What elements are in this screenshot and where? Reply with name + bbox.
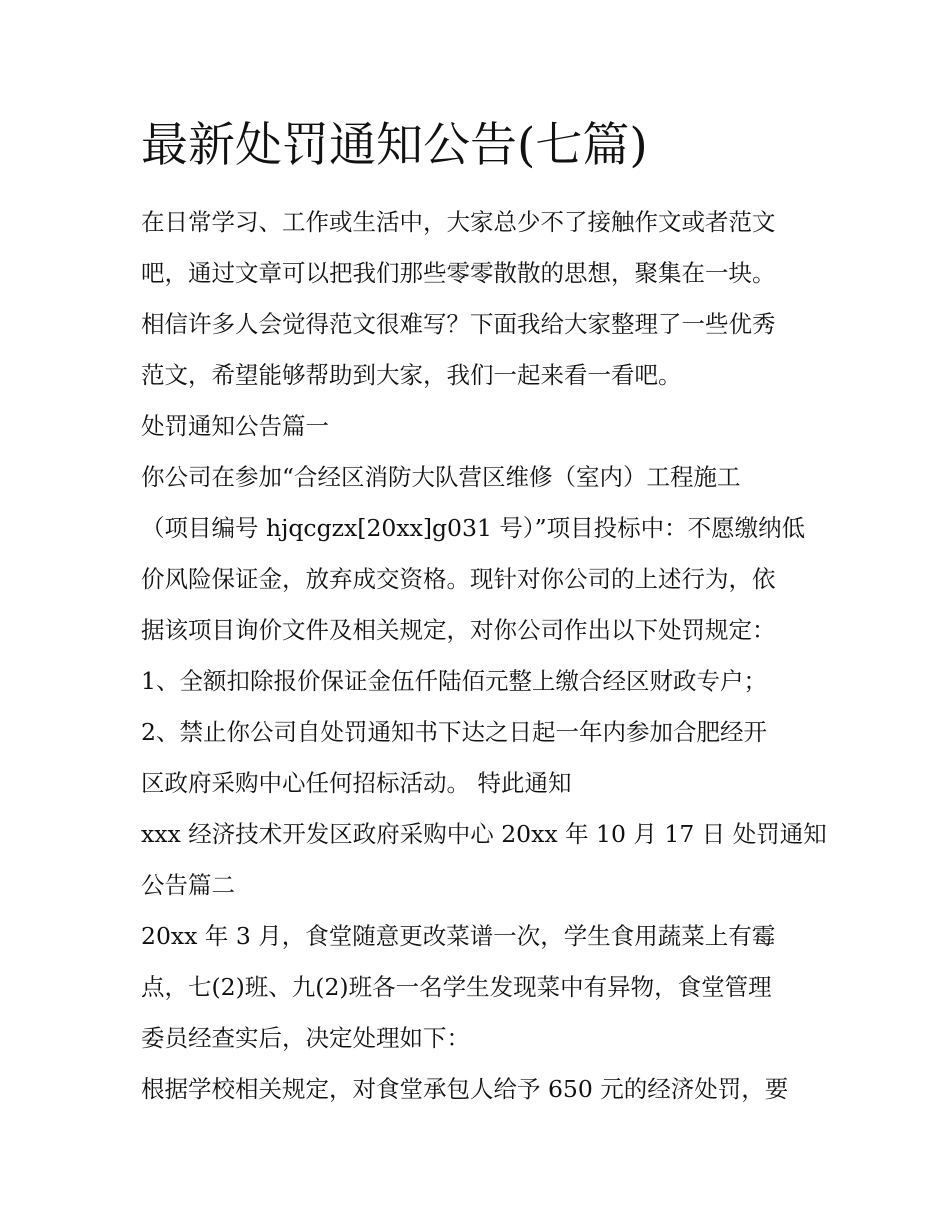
body-line: 委员经查实后，决定处理如下： [141, 1024, 470, 1052]
body-line: 据该项目询价文件及相关规定，对你公司作出以下处罚规定： [141, 616, 776, 644]
body-line: 你公司在参加“合经区消防大队营区维修（室内）工程施工 [141, 463, 741, 491]
body-line: 价风险保证金，放弃成交资格。现针对你公司的上述行为，依 [141, 565, 776, 593]
body-line: 区政府采购中心任何招标活动。 特此通知 [141, 769, 572, 797]
body-line: 在日常学习、工作或生活中，大家总少不了接触作文或者范文 [141, 208, 776, 236]
body-line: （项目编号 hjqcgzx[20xx]g031 号）”项目投标中：不愿缴纳低 [141, 514, 806, 542]
section-heading: 处罚通知公告篇一 [141, 412, 329, 440]
section-heading: 公告篇二 [141, 871, 235, 899]
body-line: 20xx 年 3 月，食堂随意更改菜谱一次，学生食用蔬菜上有霉 [141, 922, 776, 950]
body-line: 吧，通过文章可以把我们那些零零散散的思想，聚集在一块。 [141, 259, 776, 287]
body-line: xxx 经济技术开发区政府采购中心 20xx 年 10 月 17 日 处罚通知 [141, 820, 827, 848]
body-line: 范文，希望能够帮助到大家，我们一起来看一看吧。 [141, 361, 682, 389]
document-title: 最新处罚通知公告(七篇) [141, 118, 648, 173]
body-line: 根据学校相关规定，对食堂承包人给予 650 元的经济处罚，要 [141, 1075, 789, 1103]
list-item: 2、禁止你公司自处罚通知书下达之日起一年内参加合肥经开 [141, 718, 767, 746]
body-line: 相信许多人会觉得范文很难写？下面我给大家整理了一些优秀 [141, 310, 776, 338]
list-item: 1、全额扣除报价保证金伍仟陆佰元整上缴合经区财政专户； [141, 667, 767, 695]
body-line: 点，七(2)班、九(2)班各一名学生发现菜中有异物，食堂管理 [141, 973, 772, 1001]
